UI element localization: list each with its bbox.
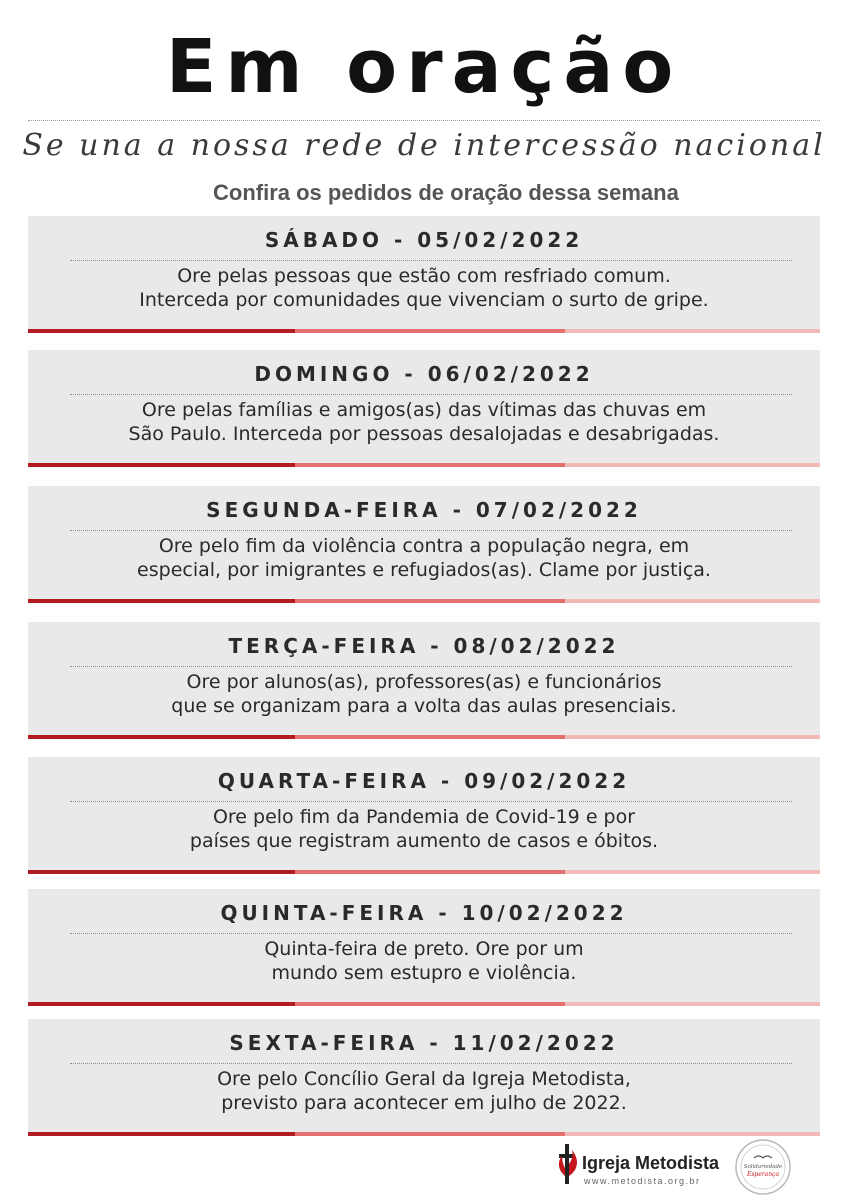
prayer-line: especial, por imigrantes e refugiados(as). Clame por justiça.	[137, 559, 711, 581]
prayer-line: Ore por alunos(as), professores(as) e funcionários	[186, 671, 662, 693]
day-card-terca	[28, 622, 820, 739]
prayer-request	[28, 534, 820, 582]
igreja-metodista-logo	[556, 1140, 722, 1192]
prayer-request	[28, 398, 820, 446]
prayer-line: previsto para acontecer em julho de 2022.	[221, 1092, 627, 1114]
logo-name: Igreja Metodista	[582, 1153, 720, 1173]
accent-bar	[28, 870, 820, 874]
accent-bar	[28, 1002, 820, 1006]
svg-text:Esperança: Esperança	[746, 1171, 780, 1178]
cross-flame-icon	[556, 1140, 580, 1186]
heading-divider	[70, 801, 792, 802]
prayer-line: Interceda por comunidades que vivenciam o surto de gripe.	[139, 289, 709, 311]
accent-bar	[28, 463, 820, 467]
day-card-segunda	[28, 486, 820, 603]
day-heading: DOMINGO - 06/02/2022	[254, 362, 594, 386]
prayer-line: Ore pelo fim da Pandemia de Covid-19 e por	[212, 806, 636, 828]
accent-bar	[28, 735, 820, 739]
intro-text: Confira os pedidos de oração dessa semana	[213, 180, 679, 205]
heading-divider	[70, 530, 792, 531]
prayer-line: que se organizam para a volta das aulas presenciais.	[171, 695, 677, 717]
prayer-line: São Paulo. Interceda por pessoas desalojadas e desabrigadas.	[128, 423, 720, 445]
day-heading: QUARTA-FEIRA - 09/02/2022	[217, 769, 631, 793]
day-heading: QUINTA-FEIRA - 10/02/2022	[220, 901, 628, 925]
accent-bar	[28, 1132, 820, 1136]
day-heading: SEGUNDA-FEIRA - 07/02/2022	[206, 498, 642, 522]
accent-bar	[28, 599, 820, 603]
prayer-line: Quinta-feira de preto. Ore por um	[264, 938, 584, 960]
prayer-line: Ore pelo Concílio Geral da Igreja Metodista,	[217, 1068, 631, 1090]
heading-divider	[70, 394, 792, 395]
circular-seal-icon	[734, 1138, 792, 1196]
prayer-request	[28, 670, 820, 718]
heading-divider	[70, 1063, 792, 1064]
page-title: Em oração	[165, 24, 683, 110]
prayer-request	[28, 805, 820, 853]
prayer-line: Ore pelas famílias e amigos(as) das vítimas das chuvas em	[141, 399, 707, 421]
logo-url: www.metodista.org.br	[584, 1176, 701, 1186]
day-card-domingo	[28, 350, 820, 467]
prayer-line: países que registram aumento de casos e óbitos.	[189, 830, 659, 852]
svg-text:Solidariedade: Solidariedade	[743, 1164, 783, 1170]
day-card-sabado	[28, 216, 820, 333]
prayer-request	[28, 937, 820, 985]
prayer-request	[28, 264, 820, 312]
heading-divider	[70, 666, 792, 667]
prayer-line: mundo sem estupro e violência.	[271, 962, 577, 984]
day-heading: TERÇA-FEIRA - 08/02/2022	[228, 634, 620, 658]
day-card-quinta	[28, 889, 820, 1006]
day-heading: SÁBADO - 05/02/2022	[264, 228, 584, 252]
day-card-sexta	[28, 1019, 820, 1136]
prayer-request	[28, 1067, 820, 1115]
accent-bar	[28, 329, 820, 333]
heading-divider	[70, 933, 792, 934]
day-card-quarta	[28, 757, 820, 874]
title-divider	[28, 120, 820, 121]
page-subtitle: Se una a nossa rede de intercessão nacional	[22, 128, 826, 163]
day-heading: SEXTA-FEIRA - 11/02/2022	[229, 1031, 619, 1055]
heading-divider	[70, 260, 792, 261]
prayer-line: Ore pelas pessoas que estão com resfriado comum.	[177, 265, 671, 287]
prayer-line: Ore pelo fim da violência contra a população negra, em	[158, 535, 690, 557]
